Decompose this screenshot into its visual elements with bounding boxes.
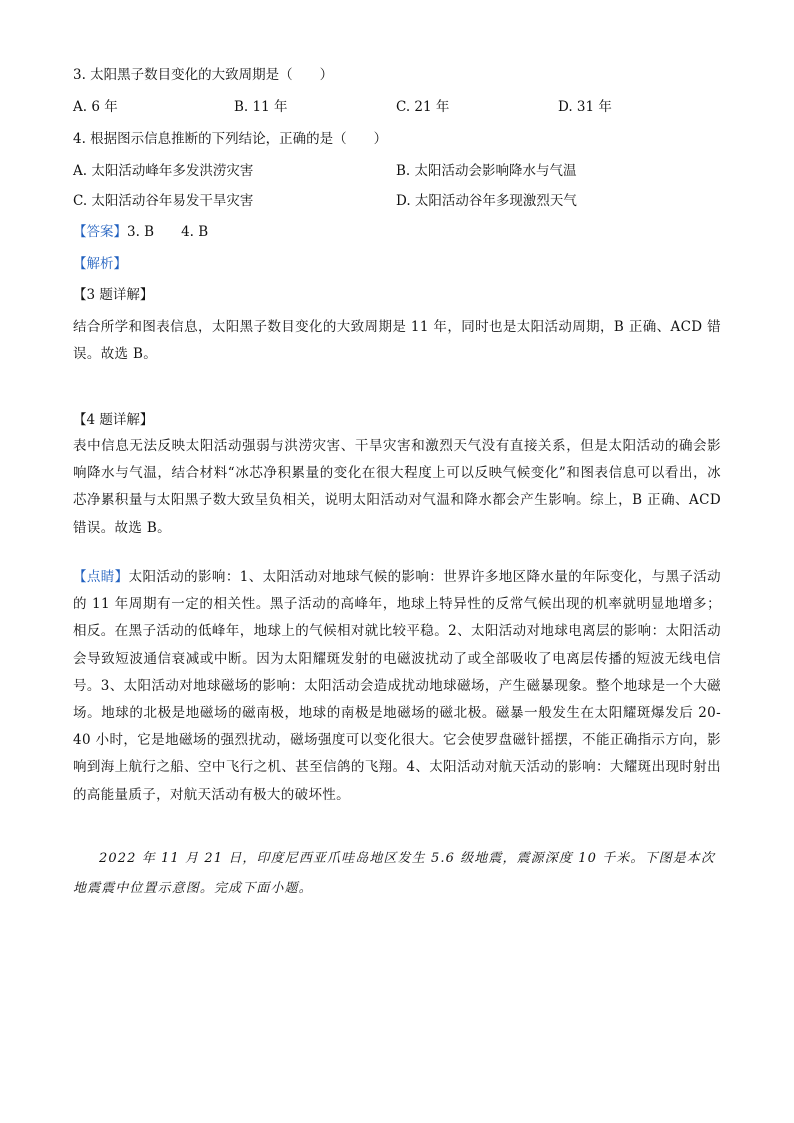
q4-option-c: C. 太阳活动谷年易发干旱灾害 <box>73 193 254 209</box>
detail-4-text: 表中信息无法反映太阳活动强弱与洪涝灾害、干旱灾害和激烈天气没有直接关系，但是太阳活动的确会影响降水与气温，结合材料“冰芯净积累量的变化在很大程度上可以反映气候变化”和图表信息可以看出，冰芯净累积量与太阳黑子数大致呈负相关，说明太阳活动对气温和降水都会产生影响。综上，B 正确、ACD 错误。故选 B。 <box>73 438 721 536</box>
answer-text: 3. B 4. B <box>127 224 209 240</box>
q4-option-a: A. 太阳活动峰年多发洪涝灾害 <box>73 163 254 179</box>
q3-option-a: A. 6 年 <box>73 99 118 115</box>
q3-option-c: C. 21 年 <box>396 99 450 115</box>
answer-tag: 【答案】 <box>73 224 127 240</box>
question-3-stem: 3. 太阳黑子数目变化的大致周期是（ ） <box>73 67 334 83</box>
q3-option-b: B. 11 年 <box>234 99 288 115</box>
comment-paragraph <box>73 564 721 809</box>
comment-text: 太阳活动的影响：1、太阳活动对地球气候的影响：世界许多地区降水量的年际变化，与黑子活动的 11 年周期有一定的相关性。黑子活动的高峰年，地球上特异性的反常气候出现的机率就明显地增多；相反。在黑子活动的低峰年，地球上的气候相对就比较平稳。2、太阳活动对地球电离层的影响：太阳活动会导致短波通信衰减或中断。因为太阳耀斑发射的电磁波扰动了或全部吸收了电离层传播的短波无线电信号。3、太阳活动对地球磁场的影响：太阳活动会造成扰动地球磁场，产生磁暴现象。整个地球是一个大磁场。地球的北极是地磁场的磁南极，地球的南极是地磁场的磁北极。磁暴一般发生在太阳耀斑爆发后 20-40 小时，它是地磁场的强烈扰动，磁场强度可以变化很大。它会使罗盘磁针摇摆，不能正确指示方向，影响到海上航行之船、空中飞行之机、甚至信鸽的飞翔。4、太阳活动对航天活动的影响：大耀斑出现时射出的高能量质子，对航天活动有极大的破坏性。 <box>73 569 721 803</box>
q4-option-b: B. 太阳活动会影响降水与气温 <box>396 163 577 179</box>
question-4-stem: 4. 根据图示信息推断的下列结论，正确的是（ ） <box>73 131 388 147</box>
detail-4-heading: 【4 题详解】 <box>73 412 154 428</box>
q4-option-d: D. 太阳活动谷年多现激烈天气 <box>396 193 577 209</box>
analysis-tag: 【解析】 <box>73 256 127 272</box>
comment-tag: 【点睛】 <box>73 569 129 585</box>
detail-3-heading: 【3 题详解】 <box>73 287 154 303</box>
analysis-line <box>73 254 127 274</box>
detail-3-text: 结合所学和图表信息，太阳黑子数目变化的大致周期是 11 年，同时也是太阳活动周期，B 正确、ACD 错误。故选 B。 <box>73 319 721 363</box>
q3-option-d: D. 31 年 <box>558 99 612 115</box>
answer-line <box>73 222 208 242</box>
next-question-intro: 2022 年 11 月 21 日，印度尼西亚爪哇岛地区发生 5.6 级地震，震源深度 10 千米。下图是本次地震震中位置示意图。完成下面小题。 <box>73 851 715 896</box>
